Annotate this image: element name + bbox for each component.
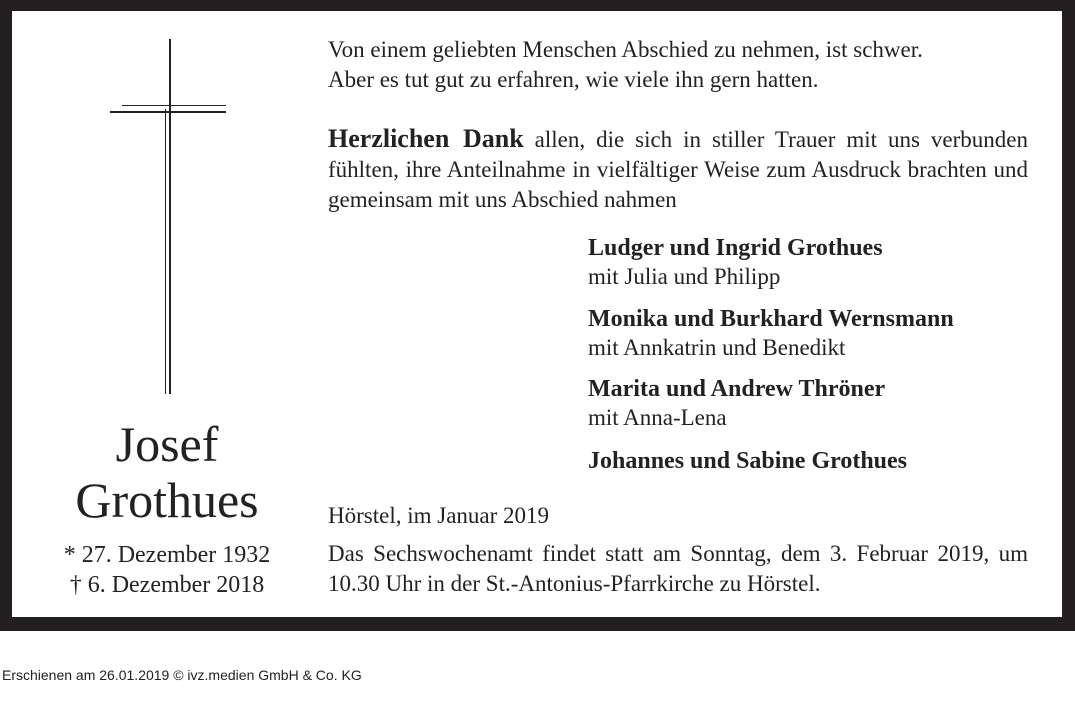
family-children: mit Anna-Lena	[588, 405, 727, 430]
family-entry	[588, 446, 1048, 476]
birth-date: * 27. Dezember 1932	[63, 542, 271, 568]
family-names: Ludger und Ingrid Grothues	[588, 235, 883, 261]
thanks-text: allen, die sich in stiller Trauer mit uns verbunden fühlten, ihre Anteilnahme in vielfältiger Weise zum Ausdruck brachten und gemeinsam mit uns Abschied nahmen	[328, 127, 1028, 212]
family-children: mit Annkatrin und Benedikt	[588, 335, 846, 360]
publication-footer: Erschienen am 26.01.2019 © ivz.medien GmbH & Co. KG	[2, 667, 362, 683]
family-entry	[588, 374, 1048, 432]
family-names: Monika und Burkhard Wernsmann	[588, 306, 954, 332]
intro-line-1: Von einem geliebten Menschen Abschied zu nehmen, ist schwer.	[328, 37, 923, 62]
cross-icon	[110, 39, 230, 409]
deceased-last-name: Grothues	[75, 472, 259, 528]
family-children: mit Julia und Philipp	[588, 264, 781, 289]
intro-text	[328, 35, 1028, 95]
family-names: Johannes und Sabine Grothues	[588, 448, 908, 474]
service-announcement: Das Sechswochenamt findet statt am Sonntag, dem 3. Februar 2019, um 10.30 Uhr in der St.-Antonius-Pfarrkirche zu Hörstel.	[328, 541, 1028, 596]
deceased-first-name: Josef	[115, 416, 219, 472]
death-date: † 6. Dezember 2018	[69, 572, 265, 598]
family-entry	[588, 233, 1048, 291]
intro-line-2: Aber es tut gut zu erfahren, wie viele ihn gern hatten.	[328, 67, 819, 92]
thanks-heading: Herzlichen Dank	[328, 124, 524, 153]
thanks-paragraph	[328, 124, 1028, 215]
family-names: Marita und Andrew Thröner	[588, 376, 886, 402]
family-entry	[588, 304, 1048, 362]
place-date: Hörstel, im Januar 2019	[328, 503, 550, 528]
notice-panel	[12, 11, 1062, 617]
